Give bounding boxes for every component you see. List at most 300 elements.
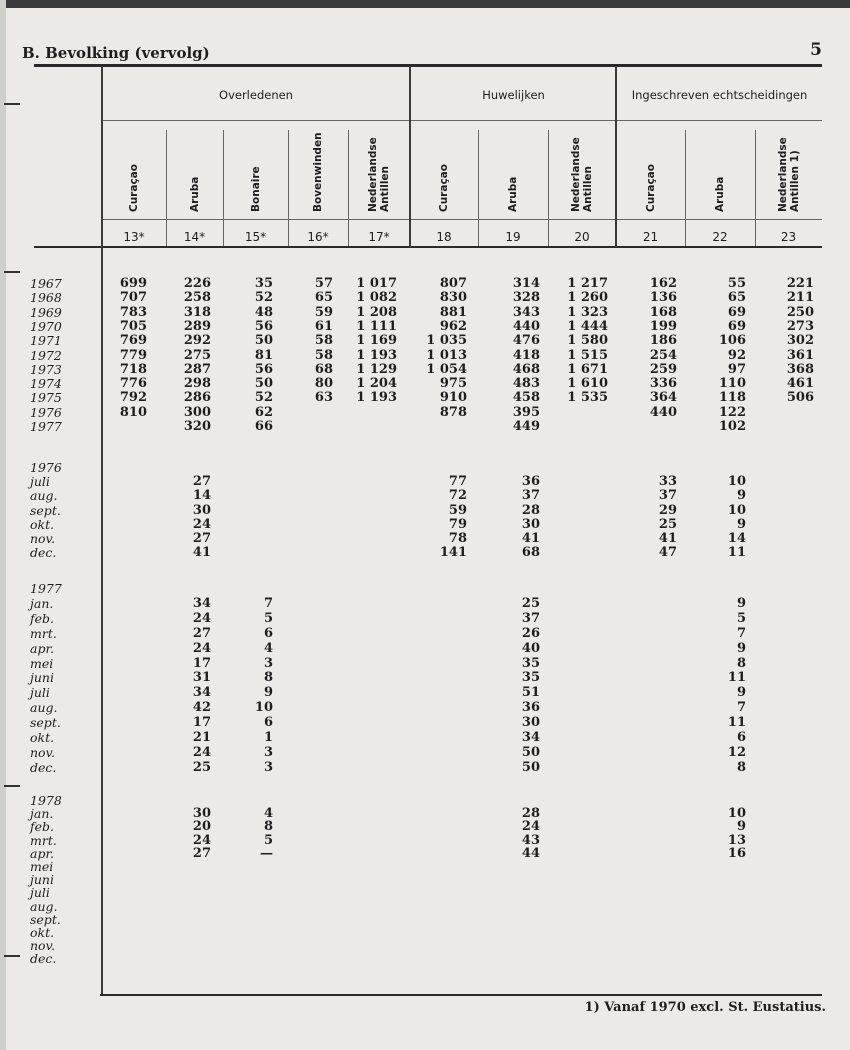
group-header-marriages: Huwelijken bbox=[482, 88, 545, 102]
table-cell: 27 bbox=[192, 531, 211, 546]
table-cell: 29 bbox=[658, 502, 677, 518]
row-label: okt. bbox=[30, 516, 55, 532]
group-header-divorces: Ingeschreven echtscheidingen bbox=[631, 88, 808, 102]
table-cell: 102 bbox=[718, 419, 746, 434]
column-number: 23 bbox=[780, 230, 797, 244]
table-cell: 13 bbox=[727, 832, 746, 848]
row-label: juli bbox=[30, 474, 50, 490]
table-cell: 259 bbox=[649, 361, 677, 377]
table-cell: 9 bbox=[736, 640, 746, 656]
table-cell: 328 bbox=[512, 290, 540, 306]
row-label: dec. bbox=[30, 951, 57, 967]
top-rule bbox=[34, 64, 822, 67]
table-cell: 78 bbox=[448, 531, 467, 546]
table-cell: 59 bbox=[448, 502, 467, 518]
table-cell: 26 bbox=[521, 625, 540, 641]
table-cell: 8 bbox=[736, 759, 746, 775]
table-cell: 783 bbox=[119, 304, 147, 320]
row-label: okt. bbox=[30, 730, 55, 745]
table-cell: 1 444 bbox=[567, 318, 608, 334]
table-cell: 162 bbox=[649, 276, 677, 291]
table-cell: 699 bbox=[119, 276, 147, 291]
column-header-label: Bovenwinden bbox=[312, 132, 324, 212]
table-row bbox=[0, 731, 830, 745]
table-cell: 81 bbox=[254, 347, 273, 363]
row-label: mrt. bbox=[30, 832, 57, 848]
table-cell: 8 bbox=[263, 819, 273, 835]
table-cell: 80 bbox=[314, 376, 333, 392]
table-cell: 52 bbox=[254, 390, 273, 406]
table-cell: 68 bbox=[314, 361, 333, 377]
table-cell: 3 bbox=[263, 759, 273, 775]
row-label: 1970 bbox=[30, 318, 62, 334]
row-label: juni bbox=[30, 670, 54, 686]
table-row bbox=[0, 913, 830, 927]
col-divider bbox=[548, 130, 549, 246]
table-cell: 292 bbox=[183, 333, 211, 349]
column-header-label: Curaçao bbox=[128, 164, 140, 212]
table-cell: 59 bbox=[314, 304, 333, 320]
row-label: sept. bbox=[30, 911, 61, 927]
table-cell: 56 bbox=[254, 361, 273, 377]
table-cell: 1 204 bbox=[356, 376, 397, 392]
table-cell: 72 bbox=[448, 488, 467, 504]
table-cell: 9 bbox=[736, 685, 746, 701]
row-label: 1973 bbox=[30, 361, 62, 377]
table-row bbox=[0, 597, 830, 611]
table-cell: 343 bbox=[512, 304, 540, 320]
table-cell: 25 bbox=[192, 759, 211, 775]
period-heading: 1976 bbox=[30, 460, 62, 475]
column-number: 14* bbox=[183, 230, 206, 244]
row-label: okt. bbox=[30, 925, 55, 940]
table-cell: 7 bbox=[736, 700, 746, 716]
table-cell: 50 bbox=[254, 333, 273, 349]
table-row bbox=[0, 886, 830, 900]
table-row bbox=[0, 716, 830, 730]
table-row bbox=[0, 686, 830, 700]
table-cell: 1 580 bbox=[567, 333, 608, 349]
table-cell: 24 bbox=[192, 610, 211, 626]
column-header-label: Nederlandse Antillen bbox=[367, 137, 391, 212]
table-cell: 910 bbox=[439, 390, 467, 406]
table-cell: 16 bbox=[727, 845, 746, 861]
table-cell: 468 bbox=[512, 361, 540, 377]
footnote: 1) Vanaf 1970 excl. St. Eustatius. bbox=[584, 1000, 826, 1015]
col-divider bbox=[348, 130, 349, 246]
table-cell: 61 bbox=[314, 318, 333, 334]
table-cell: 1 017 bbox=[356, 276, 397, 291]
table-cell: 9 bbox=[736, 516, 746, 532]
column-header-label: Nederlandse Antillen bbox=[570, 137, 594, 212]
table-cell: 8 bbox=[263, 670, 273, 686]
table-cell: 69 bbox=[727, 304, 746, 320]
table-cell: 30 bbox=[192, 502, 211, 518]
table-cell: 1 054 bbox=[426, 361, 467, 377]
section-title: B. Bevolking (vervolg) bbox=[22, 44, 210, 62]
table-cell: 5 bbox=[263, 832, 273, 848]
column-number: 15* bbox=[244, 230, 267, 244]
table-row bbox=[0, 627, 830, 641]
table-cell: 27 bbox=[192, 474, 211, 490]
table-cell: 30 bbox=[521, 715, 540, 731]
table-cell: 63 bbox=[314, 390, 333, 406]
table-cell: 314 bbox=[512, 276, 540, 291]
table-cell: 211 bbox=[786, 290, 814, 306]
row-label: sept. bbox=[30, 715, 61, 731]
table-cell: 221 bbox=[786, 276, 814, 291]
table-cell: 34 bbox=[192, 595, 211, 611]
table-cell: 878 bbox=[439, 404, 467, 420]
row-label: juli bbox=[30, 885, 50, 901]
table-cell: 1 169 bbox=[356, 333, 397, 349]
table-cell: 320 bbox=[183, 419, 211, 434]
table-row bbox=[0, 475, 830, 489]
table-cell: 368 bbox=[786, 361, 814, 377]
table-cell: 9 bbox=[736, 819, 746, 835]
table-row bbox=[0, 820, 830, 834]
row-label: 1975 bbox=[30, 390, 62, 406]
table-cell: 106 bbox=[718, 333, 746, 349]
table-cell: 37 bbox=[658, 488, 677, 504]
table-row bbox=[0, 277, 830, 291]
table-cell: 28 bbox=[521, 502, 540, 518]
table-cell: 779 bbox=[119, 347, 147, 363]
table-cell: 289 bbox=[183, 318, 211, 334]
column-number: 13* bbox=[123, 230, 145, 244]
table-cell: 136 bbox=[649, 290, 677, 306]
table-cell: 6 bbox=[736, 730, 746, 745]
table-cell: 48 bbox=[254, 304, 273, 320]
table-cell: 286 bbox=[183, 390, 211, 406]
table-cell: 10 bbox=[727, 502, 746, 518]
column-header-label: Aruba bbox=[188, 176, 201, 212]
table-cell: 273 bbox=[786, 318, 814, 334]
period-heading: 1978 bbox=[30, 793, 62, 808]
table-row bbox=[0, 860, 830, 874]
table-cell: 810 bbox=[119, 404, 147, 420]
table-cell: 57 bbox=[314, 276, 333, 291]
row-label: nov. bbox=[30, 938, 56, 954]
table-cell: 1 260 bbox=[567, 290, 608, 306]
row-label: mei bbox=[30, 655, 54, 671]
table-cell: 42 bbox=[192, 700, 211, 716]
row-label: nov. bbox=[30, 744, 56, 760]
table-row bbox=[0, 320, 830, 334]
table-cell: 68 bbox=[521, 545, 540, 561]
table-row bbox=[0, 420, 830, 434]
column-number: 18 bbox=[436, 230, 452, 244]
table-cell: 1 129 bbox=[356, 361, 397, 377]
table-cell: 5 bbox=[736, 610, 746, 626]
block-heading bbox=[0, 461, 830, 475]
table-cell: 110 bbox=[718, 376, 746, 392]
table-cell: 65 bbox=[727, 290, 746, 306]
table-cell: 14 bbox=[727, 531, 746, 546]
table-cell: 36 bbox=[521, 474, 540, 490]
table-cell: 34 bbox=[192, 685, 211, 701]
table-cell: 30 bbox=[192, 806, 211, 822]
table-row bbox=[0, 701, 830, 715]
table-cell: 10 bbox=[727, 806, 746, 822]
table-row bbox=[0, 834, 830, 848]
row-label: 1972 bbox=[30, 347, 62, 363]
table-cell: 34 bbox=[521, 730, 540, 745]
table-cell: 776 bbox=[119, 376, 147, 392]
header-bottom-rule bbox=[34, 246, 822, 248]
column-number: 22 bbox=[712, 230, 728, 244]
table-cell: 298 bbox=[183, 376, 211, 392]
block-heading bbox=[0, 794, 830, 808]
table-cell: 792 bbox=[119, 390, 147, 406]
row-label: 1976 bbox=[30, 404, 62, 420]
table-cell: 7 bbox=[736, 625, 746, 641]
table-cell: 975 bbox=[439, 376, 467, 392]
table-row bbox=[0, 873, 830, 887]
table-cell: 141 bbox=[439, 545, 467, 561]
table-row bbox=[0, 518, 830, 532]
table-cell: 1 217 bbox=[567, 276, 608, 291]
row-label: dec. bbox=[30, 545, 57, 561]
period-heading: 1977 bbox=[30, 581, 62, 596]
table-cell: 1 035 bbox=[426, 333, 467, 349]
table-cell: 47 bbox=[658, 545, 677, 561]
table-row bbox=[0, 334, 830, 348]
table-cell: 506 bbox=[786, 390, 814, 406]
table-cell: 395 bbox=[512, 404, 540, 420]
table-cell: 10 bbox=[727, 474, 746, 490]
row-label: 1977 bbox=[30, 419, 62, 434]
table-cell: 418 bbox=[512, 347, 540, 363]
table-cell: 50 bbox=[254, 376, 273, 392]
table-cell: 41 bbox=[192, 545, 211, 561]
table-cell: 17 bbox=[192, 655, 211, 671]
table-cell: 254 bbox=[649, 347, 677, 363]
row-label: 1971 bbox=[30, 333, 62, 349]
table-cell: 14 bbox=[192, 488, 211, 504]
row-label: dec. bbox=[30, 759, 57, 775]
table-cell: 40 bbox=[521, 640, 540, 656]
table-row bbox=[0, 504, 830, 518]
table-cell: 50 bbox=[521, 744, 540, 760]
table-cell: 9 bbox=[736, 488, 746, 504]
table-cell: 10 bbox=[254, 700, 273, 716]
table-cell: 35 bbox=[521, 655, 540, 671]
table-cell: 44 bbox=[521, 845, 540, 861]
table-cell: 31 bbox=[192, 670, 211, 686]
table-cell: 769 bbox=[119, 333, 147, 349]
table-cell: 21 bbox=[192, 730, 211, 745]
table-cell: 28 bbox=[521, 806, 540, 822]
table-cell: 24 bbox=[192, 516, 211, 532]
table-row bbox=[0, 489, 830, 503]
table-cell: 52 bbox=[254, 290, 273, 306]
table-row bbox=[0, 377, 830, 391]
row-label: mrt. bbox=[30, 625, 57, 641]
table-cell: 4 bbox=[263, 806, 273, 822]
table-row bbox=[0, 671, 830, 685]
table-cell: 807 bbox=[439, 276, 467, 291]
table-cell: 1 bbox=[263, 730, 273, 745]
table-cell: 122 bbox=[718, 404, 746, 420]
table-cell: 3 bbox=[263, 744, 273, 760]
table-cell: 51 bbox=[521, 685, 540, 701]
table-cell: 287 bbox=[183, 361, 211, 377]
table-cell: 11 bbox=[727, 715, 746, 731]
column-header-label: Curaçao bbox=[438, 164, 450, 212]
table-cell: 6 bbox=[263, 625, 273, 641]
table-row bbox=[0, 761, 830, 775]
page-number: 5 bbox=[810, 40, 822, 60]
table-row bbox=[0, 546, 830, 560]
table-cell: 24 bbox=[521, 819, 540, 835]
table-cell: 7 bbox=[263, 595, 273, 611]
table-cell: 9 bbox=[263, 685, 273, 701]
row-label: jan. bbox=[30, 806, 54, 822]
table-row bbox=[0, 532, 830, 546]
table-cell: 36 bbox=[521, 700, 540, 716]
table-cell: 186 bbox=[649, 333, 677, 349]
table-cell: 1 535 bbox=[567, 390, 608, 406]
table-cell: 258 bbox=[183, 290, 211, 306]
row-label: aug. bbox=[30, 700, 58, 716]
col-divider bbox=[478, 130, 479, 246]
row-label: 1974 bbox=[30, 376, 62, 392]
table-cell: 11 bbox=[727, 670, 746, 686]
table-cell: 58 bbox=[314, 347, 333, 363]
table-row bbox=[0, 391, 830, 405]
table-cell: 118 bbox=[718, 390, 746, 406]
column-number: 21 bbox=[642, 230, 659, 244]
col-divider bbox=[685, 130, 686, 246]
row-label: feb. bbox=[30, 819, 54, 835]
table-bottom-rule bbox=[100, 994, 822, 996]
table-cell: 4 bbox=[263, 640, 273, 656]
row-label: mei bbox=[30, 859, 54, 874]
column-header-label: Bonaire bbox=[249, 166, 262, 212]
table-cell: 37 bbox=[521, 488, 540, 504]
table-cell: 30 bbox=[521, 516, 540, 532]
table-cell: 718 bbox=[119, 361, 147, 377]
table-cell: 24 bbox=[192, 640, 211, 656]
table-cell: 17 bbox=[192, 715, 211, 731]
table-cell: 43 bbox=[521, 832, 540, 848]
table-cell: 440 bbox=[649, 404, 677, 420]
column-number: 19 bbox=[505, 230, 521, 244]
table-cell: 79 bbox=[448, 516, 467, 532]
table-cell: 250 bbox=[786, 304, 814, 320]
table-cell: 50 bbox=[521, 759, 540, 775]
table-cell: 1 208 bbox=[356, 304, 397, 320]
table-row bbox=[0, 939, 830, 953]
table-row bbox=[0, 746, 830, 760]
table-row bbox=[0, 349, 830, 363]
table-cell: 20 bbox=[192, 819, 211, 835]
table-cell: 41 bbox=[521, 531, 540, 546]
table-cell: 302 bbox=[786, 333, 814, 349]
table-cell: 11 bbox=[727, 545, 746, 561]
row-label: 1969 bbox=[30, 304, 62, 320]
table-cell: — bbox=[260, 845, 273, 861]
column-header-label: Aruba bbox=[714, 176, 726, 212]
row-label: 1968 bbox=[30, 290, 62, 306]
table-cell: 1 610 bbox=[567, 376, 608, 392]
table-cell: 1 323 bbox=[567, 304, 608, 320]
row-label: jan. bbox=[30, 595, 54, 611]
group-header-deaths: Overledenen bbox=[219, 88, 293, 102]
table-row bbox=[0, 657, 830, 671]
table-cell: 5 bbox=[263, 610, 273, 626]
table-row bbox=[0, 900, 830, 914]
binding-mark bbox=[4, 103, 20, 105]
table-cell: 300 bbox=[183, 404, 211, 420]
row-label: juni bbox=[30, 872, 54, 888]
table-cell: 275 bbox=[183, 347, 211, 363]
table-cell: 1 013 bbox=[426, 347, 467, 363]
table-cell: 962 bbox=[439, 318, 467, 334]
table-cell: 705 bbox=[119, 318, 147, 334]
row-label: feb. bbox=[30, 610, 54, 626]
table-cell: 8 bbox=[736, 655, 746, 671]
table-row bbox=[0, 807, 830, 821]
table-cell: 1 082 bbox=[356, 290, 397, 306]
table-cell: 361 bbox=[786, 347, 814, 363]
table-cell: 92 bbox=[727, 347, 746, 363]
table-cell: 1 515 bbox=[567, 347, 608, 363]
table-cell: 461 bbox=[786, 376, 814, 392]
table-row bbox=[0, 363, 830, 377]
group-rule bbox=[102, 120, 822, 121]
table-cell: 830 bbox=[439, 290, 467, 306]
table-cell: 226 bbox=[183, 276, 211, 291]
table-row bbox=[0, 406, 830, 420]
table-cell: 458 bbox=[512, 390, 540, 406]
table-cell: 24 bbox=[192, 832, 211, 848]
col-divider bbox=[755, 130, 756, 246]
row-label: 1967 bbox=[30, 276, 62, 291]
table-cell: 168 bbox=[649, 304, 677, 320]
table-cell: 12 bbox=[727, 744, 746, 760]
column-number: 17* bbox=[368, 230, 390, 244]
number-rule bbox=[102, 219, 822, 220]
binding-mark bbox=[4, 785, 20, 787]
column-header-label: Nederlandse Antillen 1) bbox=[776, 137, 801, 212]
table-row bbox=[0, 291, 830, 305]
table-cell: 35 bbox=[254, 276, 273, 291]
table-cell: 77 bbox=[448, 474, 467, 490]
table-cell: 199 bbox=[649, 318, 677, 334]
table-cell: 483 bbox=[512, 376, 540, 392]
column-number: 20 bbox=[574, 230, 590, 244]
row-label: juli bbox=[30, 685, 50, 701]
binding-mark bbox=[4, 271, 20, 273]
table-cell: 6 bbox=[263, 715, 273, 731]
table-cell: 66 bbox=[254, 419, 273, 434]
table-row bbox=[0, 642, 830, 656]
table-cell: 55 bbox=[727, 276, 746, 291]
table-row bbox=[0, 847, 830, 861]
table-cell: 1 671 bbox=[567, 361, 608, 377]
table-row bbox=[0, 612, 830, 626]
table-row bbox=[0, 952, 830, 966]
table-cell: 1 193 bbox=[356, 347, 397, 363]
table-cell: 97 bbox=[727, 361, 746, 377]
row-label: aug. bbox=[30, 488, 58, 504]
row-label: apr. bbox=[30, 640, 55, 656]
table-cell: 56 bbox=[254, 318, 273, 334]
table-cell: 27 bbox=[192, 845, 211, 861]
table-cell: 37 bbox=[521, 610, 540, 626]
